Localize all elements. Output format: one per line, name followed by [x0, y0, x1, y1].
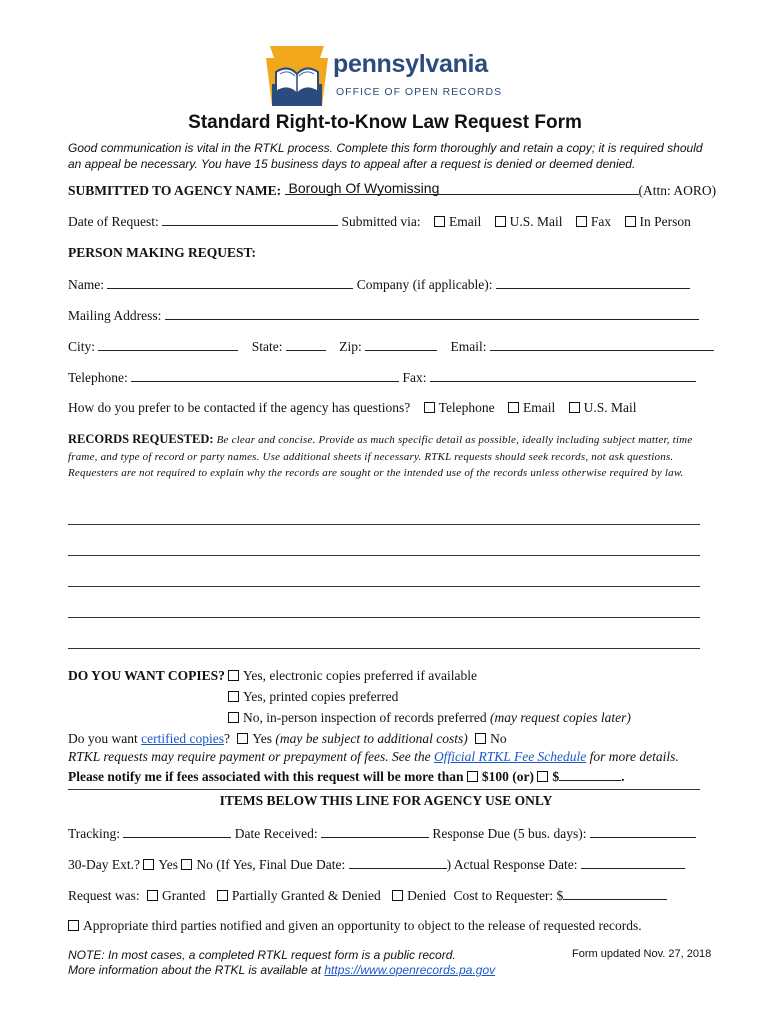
granted-checkbox[interactable]	[147, 890, 158, 901]
copies-label: DO YOU WANT COPIES?	[68, 668, 225, 683]
contact-email-checkbox[interactable]	[508, 402, 519, 413]
form-title: Standard Right-to-Know Law Request Form	[188, 112, 582, 133]
agency-name-field[interactable]	[285, 182, 639, 195]
pa-oor-logo	[262, 44, 522, 110]
zip-label: Zip:	[339, 339, 362, 354]
name-field[interactable]	[107, 276, 353, 289]
fee-suffix: for more details.	[589, 749, 679, 764]
telephone-label: Telephone:	[68, 370, 128, 385]
tracking-field[interactable]	[123, 825, 231, 838]
date-row	[68, 213, 704, 230]
tracking-label: Tracking:	[68, 826, 121, 841]
inspection-note: (may request copies later)	[490, 710, 631, 725]
logo-subtitle: OFFICE OF OPEN RECORDS	[336, 86, 503, 98]
extension-yes: Yes	[158, 857, 179, 872]
fee-text: RTKL requests may require payment or prepayment of fees. See the	[68, 749, 431, 764]
records-label: RECORDS REQUESTED:	[68, 432, 214, 446]
notify-row: Please notify me if fees associated with this request will be more than $100 (or) $ .	[68, 769, 625, 784]
company-field[interactable]	[496, 276, 690, 289]
contact-mail-option: U.S. Mail	[583, 400, 637, 415]
fax-label: Fax:	[402, 370, 427, 385]
fax-checkbox[interactable]	[576, 216, 587, 227]
third-parties-row	[68, 918, 704, 934]
fee-schedule-link[interactable]: Official RTKL Fee Schedule	[433, 749, 587, 764]
extension-no-label: No (If Yes, Final Due Date:	[196, 857, 346, 872]
records-line-1[interactable]	[68, 524, 700, 525]
contact-question: How do you prefer to be contacted if the agency has questions?	[68, 400, 411, 415]
contact-telephone-option: Telephone	[438, 400, 495, 415]
notify-other-checkbox[interactable]	[537, 771, 548, 782]
certified-prefix: Do you want	[68, 731, 138, 746]
certified-no-checkbox[interactable]	[475, 733, 486, 744]
form-updated-date: Form updated Nov. 27, 2018	[572, 948, 712, 960]
electronic-copies-option: Yes, electronic copies preferred if available	[243, 668, 478, 683]
attn-label: (Attn: AORO)	[638, 183, 717, 198]
agency-row	[68, 180, 717, 199]
extension-label: 30-Day Ext.?	[68, 857, 140, 872]
submitted-via-label: Submitted via:	[341, 214, 421, 229]
certified-row	[68, 731, 704, 747]
certified-yes: Yes	[252, 731, 272, 746]
fee-row	[68, 749, 704, 765]
email-field[interactable]	[490, 338, 714, 351]
printed-copies-option: Yes, printed copies preferred	[243, 689, 399, 704]
notify-amount-field[interactable]	[559, 768, 621, 781]
response-due-label: Response Due (5 bus. days):	[432, 826, 587, 841]
extension-no-checkbox[interactable]	[181, 859, 192, 870]
contact-mail-checkbox[interactable]	[569, 402, 580, 413]
contact-email-option: Email	[523, 400, 556, 415]
cost-field[interactable]	[563, 887, 667, 900]
records-line-4[interactable]	[68, 617, 700, 618]
agency-use-divider	[68, 789, 700, 790]
logo-wordmark: pennsylvania	[333, 50, 488, 78]
request-was-label: Request was:	[68, 888, 140, 903]
certified-yes-note: (may be subject to additional costs)	[275, 731, 468, 746]
mail-option: U.S. Mail	[509, 214, 563, 229]
denied-option: Denied	[407, 888, 447, 903]
notify-other-option: $	[552, 769, 560, 784]
agency-name-value: Borough Of Wyomissing	[288, 180, 440, 196]
certified-yes-checkbox[interactable]	[237, 733, 248, 744]
records-line-5[interactable]	[68, 648, 700, 649]
inspection-option: No, in-person inspection of records preferred	[243, 710, 487, 725]
name-label: Name:	[68, 277, 104, 292]
granted-option: Granted	[162, 888, 206, 903]
city-label: City:	[68, 339, 96, 354]
footer-note-line1: NOTE: In most cases, a completed RTKL request form is a public record.	[68, 948, 456, 962]
records-section	[68, 432, 704, 482]
records-line-2[interactable]	[68, 555, 700, 556]
cost-label: Cost to Requester: $	[453, 888, 564, 903]
openrecords-link[interactable]: https://www.openrecords.pa.gov	[324, 963, 496, 977]
intro-text: Good communication is vital in the RTKL process. Complete this form thoroughly and retain a copy; it is required should an appeal be necessary. You have 15 business days to appeal after a request is denied or deemed denied.	[68, 141, 703, 171]
final-due-date-field[interactable]	[349, 856, 447, 869]
mailing-row	[68, 307, 704, 324]
certified-q: ?	[223, 731, 230, 746]
records-description: Be clear and concise. Provide as much specific detail as possible, ideally including subject matter, time frame, and type of record or party names. Use additional sheets if necessary. RTKL requests should seek records, not ask questions. Requesters are not required to explain why the records are sought or the intended use of the records unless otherwise required by law.	[68, 434, 693, 479]
electronic-copies-checkbox[interactable]	[228, 670, 239, 681]
fax-field[interactable]	[430, 369, 696, 382]
in-person-option: In Person	[639, 214, 691, 229]
person-heading: PERSON MAKING REQUEST:	[68, 245, 257, 260]
actual-response-label: ) Actual Response Date:	[446, 857, 578, 872]
extension-yes-checkbox[interactable]	[143, 859, 154, 870]
telephone-row	[68, 369, 704, 386]
extension-row	[68, 856, 704, 873]
third-parties-text: Appropriate third parties notified and given an opportunity to object to the release of requested records.	[83, 918, 642, 933]
printed-copies-checkbox[interactable]	[228, 691, 239, 702]
state-field[interactable]	[286, 338, 326, 351]
keystone-book-icon	[262, 44, 332, 110]
copies-row-1	[68, 668, 704, 684]
actual-response-field[interactable]	[581, 856, 685, 869]
records-line-3[interactable]	[68, 586, 700, 587]
partial-checkbox[interactable]	[217, 890, 228, 901]
company-label: Company (if applicable):	[356, 277, 493, 292]
zip-field[interactable]	[365, 338, 437, 351]
inspection-checkbox[interactable]	[228, 712, 239, 723]
state-label: State:	[251, 339, 283, 354]
notify-100-option: $100 (or)	[481, 769, 534, 784]
partial-option: Partially Granted & Denied	[231, 888, 381, 903]
date-field[interactable]	[162, 213, 338, 226]
date-received-field[interactable]	[321, 825, 429, 838]
telephone-field[interactable]	[131, 369, 399, 382]
in-person-checkbox[interactable]	[625, 216, 636, 227]
notify-100-checkbox[interactable]	[467, 771, 478, 782]
email-checkbox[interactable]	[434, 216, 445, 227]
certified-no: No	[490, 731, 507, 746]
denied-checkbox[interactable]	[392, 890, 403, 901]
request-status-row	[68, 887, 704, 904]
response-due-field[interactable]	[590, 825, 696, 838]
contact-telephone-checkbox[interactable]	[424, 402, 435, 413]
name-row	[68, 276, 704, 293]
city-field[interactable]	[98, 338, 238, 351]
agency-label: SUBMITTED TO AGENCY NAME:	[68, 183, 282, 198]
mail-checkbox[interactable]	[495, 216, 506, 227]
third-parties-checkbox[interactable]	[68, 920, 79, 931]
certified-copies-link[interactable]: certified copies	[141, 731, 224, 746]
agency-use-heading: ITEMS BELOW THIS LINE FOR AGENCY USE ONLY	[219, 793, 553, 808]
email-label: Email:	[450, 339, 487, 354]
footer-note	[68, 948, 495, 978]
mailing-label: Mailing Address:	[68, 308, 162, 323]
tracking-row	[68, 825, 704, 842]
footer-note-line2: More information about the RTKL is available at	[68, 963, 322, 977]
date-received-label: Date Received:	[234, 826, 318, 841]
mailing-field[interactable]	[165, 307, 699, 320]
fax-option: Fax	[590, 214, 612, 229]
date-label: Date of Request:	[68, 214, 159, 229]
notify-text: Please notify me if fees associated with this request will be more than	[68, 769, 464, 784]
city-row	[68, 338, 704, 355]
email-option: Email	[448, 214, 482, 229]
contact-row	[68, 400, 704, 416]
